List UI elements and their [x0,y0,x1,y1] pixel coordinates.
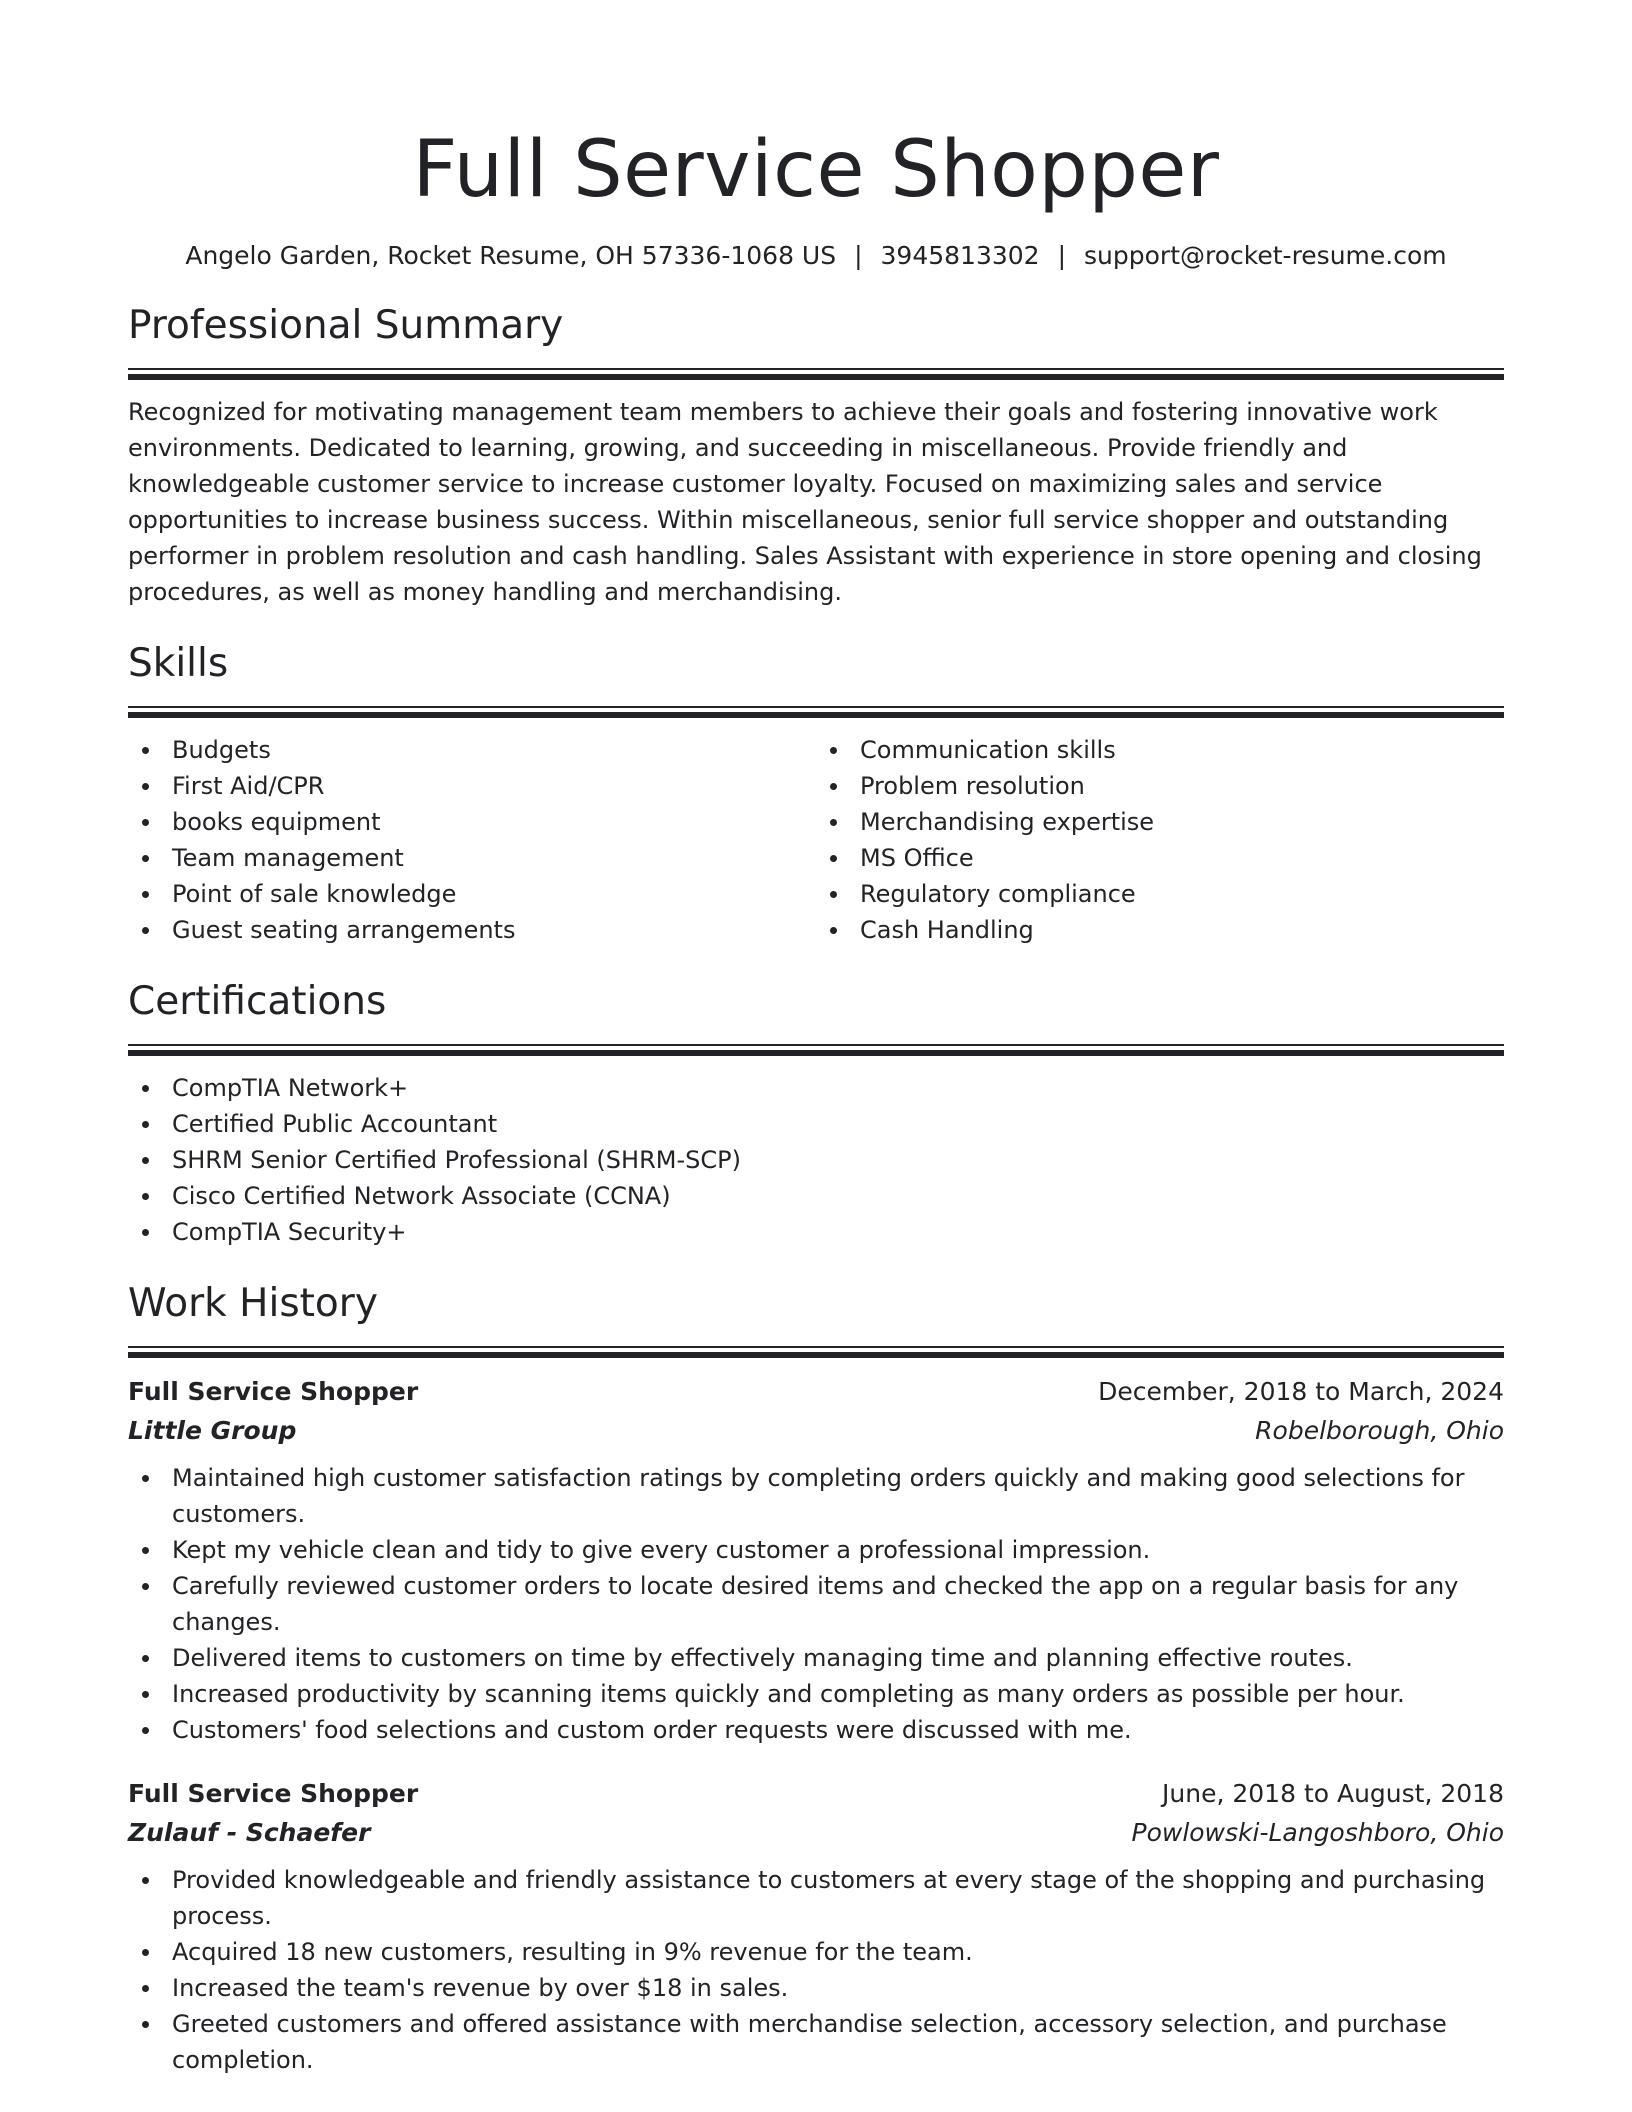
section-title-summary: Professional Summary [128,303,564,348]
job-location: Powlowski-Langoshboro, Ohio [1131,1818,1504,1847]
skill-item: Communication skills [816,732,1504,768]
job-bullet: Delivered items to customers on time by effectively managing time and planning effective routes. [128,1640,1504,1676]
section-title-work-history: Work History [128,1281,378,1326]
skill-item: Problem resolution [816,768,1504,804]
skills-list-left [128,732,816,948]
skills-list-right [816,732,1504,948]
certification-item: Cisco Certified Network Associate (CCNA) [128,1178,1504,1214]
job-company: Little Group [128,1416,297,1445]
skill-item: Team management [128,840,816,876]
job-bullet: Increased the team's revenue by over $18 in sales. [128,1970,1504,2006]
job-bullet: Maintained high customer satisfaction ratings by completing orders quickly and making good selections for customers. [128,1460,1504,1532]
summary-section [128,302,1504,610]
section-divider [128,368,1504,380]
job-bullet: Acquired 18 new customers, resulting in 9% revenue for the team. [128,1934,1504,1970]
job-company: Zulauf - Schaefer [128,1818,371,1847]
skill-item: Point of sale knowledge [128,876,816,912]
skill-item: books equipment [128,804,816,840]
certification-item: Certified Public Accountant [128,1106,1504,1142]
skill-item: MS Office [816,840,1504,876]
job-responsibilities [128,1460,1504,1748]
contact-email: support@rocket-resume.com [1084,241,1447,270]
job-location: Robelborough, Ohio [1255,1416,1504,1445]
job-responsibilities [128,1862,1504,2078]
job-bullet: Kept my vehicle clean and tidy to give every customer a professional impression. [128,1532,1504,1568]
summary-text: Recognized for motivating management team members to achieve their goals and fostering innovative work environments. Dedicated to learning, growing, and succeeding in miscellaneous. Provide friendly and knowledgeable customer service to increase customer loyalty. Focused on maximizing sales and service opportunities to increase business success. Within miscellaneous, senior full service shopper and outstanding performer in problem resolution and cash handling. Sales Assistant with experience in store opening and closing procedures, as well as money handling and merchandising. [128,398,1482,606]
section-divider [128,1346,1504,1358]
section-title-certifications: Certifications [128,979,387,1024]
job-bullet: Greeted customers and offered assistance with merchandise selection, accessory selection, and purchase completion. [128,2006,1504,2078]
skills-section [128,640,1504,948]
job-entry [128,1774,1504,2078]
job-bullet: Provided knowledgeable and friendly assistance to customers at every stage of the shopping and purchasing process. [128,1862,1504,1934]
skills-grid [128,732,1504,948]
certifications-list [128,1070,1504,1250]
section-divider [128,706,1504,718]
job-dates: June, 2018 to August, 2018 [1162,1779,1504,1808]
contact-phone: 3945813302 [880,241,1040,270]
skill-item: Merchandising expertise [816,804,1504,840]
certification-item: CompTIA Network+ [128,1070,1504,1106]
job-dates: December, 2018 to March, 2024 [1098,1377,1504,1406]
skill-item: Guest seating arrangements [128,912,816,948]
resume-name: Full Service Shopper [412,125,1220,215]
certification-item: SHRM Senior Certified Professional (SHRM-SCP) [128,1142,1504,1178]
job-entry [128,1372,1504,1748]
job-bullet: Carefully reviewed customer orders to locate desired items and checked the app on a regular basis for any changes. [128,1568,1504,1640]
certification-item: CompTIA Security+ [128,1214,1504,1250]
skill-item: Budgets [128,732,816,768]
section-divider [128,1044,1504,1056]
contact-separator: | [854,241,863,270]
skill-item: First Aid/CPR [128,768,816,804]
contact-address: Angelo Garden, Rocket Resume, OH 57336-1068 US [185,241,837,270]
contact-line [128,240,1504,272]
job-title: Full Service Shopper [128,1779,419,1808]
job-title: Full Service Shopper [128,1377,419,1406]
contact-separator: | [1057,241,1067,270]
job-bullet: Increased productivity by scanning items quickly and completing as many orders as possible per hour. [128,1676,1504,1712]
skill-item: Cash Handling [816,912,1504,948]
work-history-section [128,1280,1504,2078]
skill-item: Regulatory compliance [816,876,1504,912]
job-bullet: Customers' food selections and custom order requests were discussed with me. [128,1712,1504,1748]
certifications-section [128,978,1504,1250]
section-title-skills: Skills [128,641,229,686]
